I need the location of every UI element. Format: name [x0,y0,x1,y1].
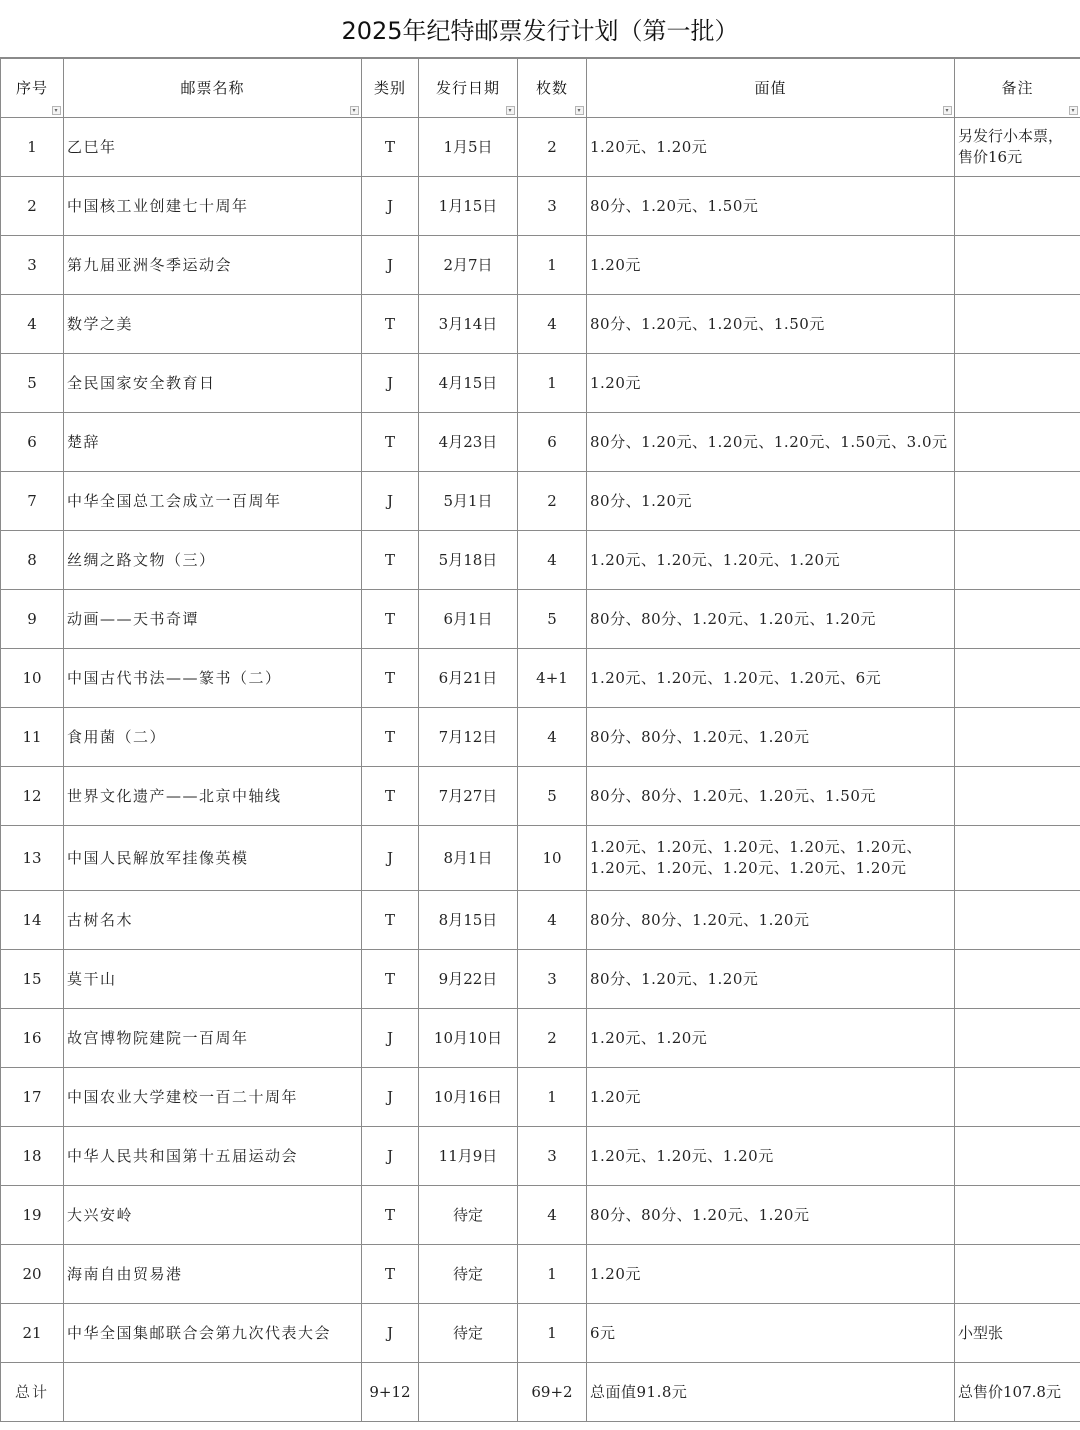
cell-category[interactable]: T [362,767,419,826]
cell-name[interactable]: 世界文化遗产——北京中轴线 [64,767,362,826]
cell-remark[interactable] [955,1186,1080,1245]
cell-seq[interactable]: 13 [1,826,64,891]
cell-value[interactable]: 1.20元、1.20元、1.20元、1.20元、1.20元、1.20元、1.20元、1.20元、1.20元、1.20元 [587,826,955,891]
filter-dropdown-icon[interactable]: ▾ [506,106,515,115]
cell-category[interactable]: T [362,531,419,590]
cell-value[interactable]: 1.20元、1.20元、1.20元、1.20元 [587,531,955,590]
cell-seq[interactable]: 12 [1,767,64,826]
cell-total-value[interactable]: 总面值91.8元 [587,1363,955,1422]
cell-count[interactable]: 1 [518,354,587,413]
filter-dropdown-icon[interactable]: ▾ [1069,106,1078,115]
cell-total-remark[interactable]: 总售价107.8元 [955,1363,1080,1422]
cell-value[interactable]: 1.20元、1.20元、1.20元、1.20元、6元 [587,649,955,708]
cell-name[interactable]: 全民国家安全教育日 [64,354,362,413]
cell-value[interactable]: 1.20元、1.20元、1.20元 [587,1127,955,1186]
table-row [1,472,1080,531]
cell-name[interactable]: 莫干山 [64,950,362,1009]
cell-category[interactable]: T [362,590,419,649]
cell-value[interactable]: 1.20元 [587,354,955,413]
cell-count[interactable]: 2 [518,472,587,531]
cell-value[interactable]: 80分、80分、1.20元、1.20元 [587,891,955,950]
header-row [1,59,1080,118]
cell-count[interactable]: 4 [518,891,587,950]
cell-date[interactable]: 2月7日 [419,236,518,295]
cell-name[interactable]: 故宫博物院建院一百周年 [64,1009,362,1068]
cell-total-label[interactable]: 总计 [1,1363,64,1422]
cell-total-count[interactable]: 69+2 [518,1363,587,1422]
cell-name[interactable]: 中国人民解放军挂像英模 [64,826,362,891]
table-row [1,1245,1080,1304]
cell-category[interactable]: J [362,177,419,236]
cell-name[interactable]: 中华全国集邮联合会第九次代表大会 [64,1304,362,1363]
header-remark-label: 备注 [1001,78,1034,97]
table-row [1,1186,1080,1245]
cell-remark[interactable] [955,236,1080,295]
cell-count[interactable]: 4+1 [518,649,587,708]
cell-remark[interactable] [955,950,1080,1009]
cell-total-category[interactable]: 9+12 [362,1363,419,1422]
cell-date[interactable]: 9月22日 [419,950,518,1009]
cell-remark[interactable] [955,1127,1080,1186]
cell-date[interactable]: 待定 [419,1304,518,1363]
table-row [1,413,1080,472]
header-count-label: 枚数 [535,78,568,97]
cell-seq[interactable]: 11 [1,708,64,767]
cell-category[interactable]: T [362,1186,419,1245]
sheet-title: 2025年纪特邮票发行计划（第一批） [0,0,1080,58]
table-row [1,236,1080,295]
cell-date[interactable]: 1月5日 [419,118,518,177]
header-count[interactable] [518,59,587,118]
cell-category[interactable]: T [362,295,419,354]
cell-date[interactable]: 待定 [419,1245,518,1304]
cell-value[interactable]: 80分、80分、1.20元、1.20元、1.50元 [587,767,955,826]
table-row [1,649,1080,708]
header-category-label: 类别 [373,78,406,97]
table-row [1,767,1080,826]
cell-seq[interactable]: 8 [1,531,64,590]
cell-count[interactable]: 3 [518,1127,587,1186]
cell-date[interactable]: 7月27日 [419,767,518,826]
cell-value[interactable]: 80分、1.20元 [587,472,955,531]
cell-seq[interactable]: 16 [1,1009,64,1068]
cell-seq[interactable]: 19 [1,1186,64,1245]
cell-seq[interactable]: 20 [1,1245,64,1304]
cell-count[interactable]: 1 [518,236,587,295]
cell-name[interactable]: 数学之美 [64,295,362,354]
total-row [1,1363,1080,1422]
table-row [1,354,1080,413]
cell-value[interactable]: 80分、1.20元、1.50元 [587,177,955,236]
cell-remark[interactable] [955,708,1080,767]
header-value[interactable] [587,59,955,118]
table-row [1,295,1080,354]
cell-remark[interactable] [955,1245,1080,1304]
cell-remark[interactable] [955,472,1080,531]
cell-remark[interactable] [955,177,1080,236]
cell-category[interactable]: J [362,354,419,413]
cell-seq[interactable]: 4 [1,295,64,354]
header-seq[interactable] [1,59,64,118]
cell-value[interactable]: 80分、1.20元、1.20元 [587,950,955,1009]
cell-date[interactable]: 10月10日 [419,1009,518,1068]
header-name-label: 邮票名称 [180,78,245,97]
cell-date[interactable]: 待定 [419,1186,518,1245]
cell-name[interactable]: 动画——天书奇谭 [64,590,362,649]
cell-date[interactable]: 7月12日 [419,708,518,767]
cell-seq[interactable]: 9 [1,590,64,649]
cell-total-name[interactable] [64,1363,362,1422]
cell-name[interactable]: 第九届亚洲冬季运动会 [64,236,362,295]
cell-seq[interactable]: 1 [1,118,64,177]
cell-count[interactable]: 1 [518,1245,587,1304]
table-row [1,118,1080,177]
cell-count[interactable]: 1 [518,1068,587,1127]
cell-name[interactable]: 食用菌（二） [64,708,362,767]
cell-category[interactable]: J [362,1127,419,1186]
cell-remark[interactable] [955,354,1080,413]
table-row [1,826,1080,891]
cell-remark[interactable] [955,891,1080,950]
cell-value[interactable]: 80分、1.20元、1.20元、1.20元、1.50元、3.0元 [587,413,955,472]
cell-remark[interactable] [955,826,1080,891]
cell-category[interactable]: T [362,649,419,708]
filter-dropdown-icon[interactable]: ▾ [52,106,61,115]
cell-value[interactable]: 1.20元、1.20元 [587,118,955,177]
table-row [1,1009,1080,1068]
cell-category[interactable]: T [362,1245,419,1304]
cell-name[interactable]: 海南自由贸易港 [64,1245,362,1304]
cell-count[interactable]: 3 [518,177,587,236]
table-row [1,590,1080,649]
cell-remark[interactable] [955,590,1080,649]
cell-remark[interactable] [955,531,1080,590]
cell-value[interactable]: 80分、1.20元、1.20元、1.50元 [587,295,955,354]
cell-name[interactable]: 丝绸之路文物（三） [64,531,362,590]
cell-date[interactable]: 11月9日 [419,1127,518,1186]
cell-date[interactable]: 1月15日 [419,177,518,236]
table-row [1,1127,1080,1186]
cell-count[interactable]: 5 [518,767,587,826]
cell-value[interactable]: 80分、80分、1.20元、1.20元 [587,1186,955,1245]
cell-remark[interactable] [955,1068,1080,1127]
cell-count[interactable]: 4 [518,708,587,767]
cell-seq[interactable]: 2 [1,177,64,236]
cell-remark[interactable] [955,649,1080,708]
table-row [1,177,1080,236]
cell-count[interactable]: 2 [518,1009,587,1068]
cell-name[interactable]: 乙巳年 [64,118,362,177]
stamp-issue-table [0,58,1080,1422]
cell-date[interactable]: 6月21日 [419,649,518,708]
cell-category[interactable]: J [362,236,419,295]
header-value-label: 面值 [754,78,787,97]
cell-count[interactable]: 1 [518,1304,587,1363]
cell-date[interactable]: 6月1日 [419,590,518,649]
cell-count[interactable]: 6 [518,413,587,472]
cell-count[interactable]: 5 [518,590,587,649]
cell-seq[interactable]: 14 [1,891,64,950]
cell-category[interactable]: T [362,891,419,950]
cell-category[interactable]: J [362,1068,419,1127]
cell-value[interactable]: 6元 [587,1304,955,1363]
filter-dropdown-icon[interactable]: ▾ [943,106,952,115]
cell-date[interactable]: 10月16日 [419,1068,518,1127]
cell-seq[interactable]: 10 [1,649,64,708]
cell-value[interactable]: 1.20元 [587,1245,955,1304]
table-row [1,950,1080,1009]
cell-date[interactable]: 5月18日 [419,531,518,590]
cell-category[interactable]: T [362,708,419,767]
cell-seq[interactable]: 3 [1,236,64,295]
cell-value[interactable]: 1.20元 [587,236,955,295]
table-row [1,531,1080,590]
cell-name[interactable]: 楚辞 [64,413,362,472]
cell-name[interactable]: 中华全国总工会成立一百周年 [64,472,362,531]
cell-name[interactable]: 中国农业大学建校一百二十周年 [64,1068,362,1127]
cell-count[interactable]: 4 [518,531,587,590]
cell-date[interactable]: 8月1日 [419,826,518,891]
cell-seq[interactable]: 6 [1,413,64,472]
cell-name[interactable]: 中国核工业创建七十周年 [64,177,362,236]
cell-remark[interactable]: 另发行小本票，售价16元 [955,118,1080,177]
cell-category[interactable]: J [362,472,419,531]
cell-name[interactable]: 古树名木 [64,891,362,950]
cell-remark[interactable] [955,1009,1080,1068]
cell-seq[interactable]: 18 [1,1127,64,1186]
cell-value[interactable]: 1.20元 [587,1068,955,1127]
cell-category[interactable]: T [362,413,419,472]
table-row [1,1068,1080,1127]
header-name[interactable] [64,59,362,118]
table-row [1,891,1080,950]
cell-seq[interactable]: 15 [1,950,64,1009]
header-date[interactable] [419,59,518,118]
header-remark[interactable] [955,59,1080,118]
cell-remark[interactable]: 小型张 [955,1304,1080,1363]
cell-value[interactable]: 80分、80分、1.20元、1.20元 [587,708,955,767]
cell-name[interactable]: 中华人民共和国第十五届运动会 [64,1127,362,1186]
cell-date[interactable]: 4月15日 [419,354,518,413]
cell-remark[interactable] [955,413,1080,472]
cell-category[interactable]: T [362,950,419,1009]
header-category[interactable] [362,59,419,118]
cell-count[interactable]: 4 [518,295,587,354]
cell-count[interactable]: 4 [518,1186,587,1245]
cell-category[interactable]: J [362,826,419,891]
cell-date[interactable]: 3月14日 [419,295,518,354]
cell-date[interactable]: 4月23日 [419,413,518,472]
cell-date[interactable]: 8月15日 [419,891,518,950]
table-row [1,1304,1080,1363]
header-date-label: 发行日期 [435,78,500,97]
cell-remark[interactable] [955,767,1080,826]
cell-count[interactable]: 2 [518,118,587,177]
cell-category[interactable]: T [362,118,419,177]
cell-date[interactable]: 5月1日 [419,472,518,531]
cell-remark[interactable] [955,295,1080,354]
header-seq-label: 序号 [15,78,48,97]
cell-value[interactable]: 1.20元、1.20元 [587,1009,955,1068]
table-row [1,708,1080,767]
cell-total-date[interactable] [419,1363,518,1422]
cell-name[interactable]: 大兴安岭 [64,1186,362,1245]
filter-dropdown-icon[interactable]: ▾ [350,106,359,115]
cell-count[interactable]: 3 [518,950,587,1009]
filter-dropdown-icon[interactable]: ▾ [575,106,584,115]
cell-count[interactable]: 10 [518,826,587,891]
cell-seq[interactable]: 7 [1,472,64,531]
cell-value[interactable]: 80分、80分、1.20元、1.20元、1.20元 [587,590,955,649]
cell-seq[interactable]: 17 [1,1068,64,1127]
cell-category[interactable]: J [362,1009,419,1068]
cell-category[interactable]: J [362,1304,419,1363]
cell-name[interactable]: 中国古代书法——篆书（二） [64,649,362,708]
cell-seq[interactable]: 5 [1,354,64,413]
cell-seq[interactable]: 21 [1,1304,64,1363]
